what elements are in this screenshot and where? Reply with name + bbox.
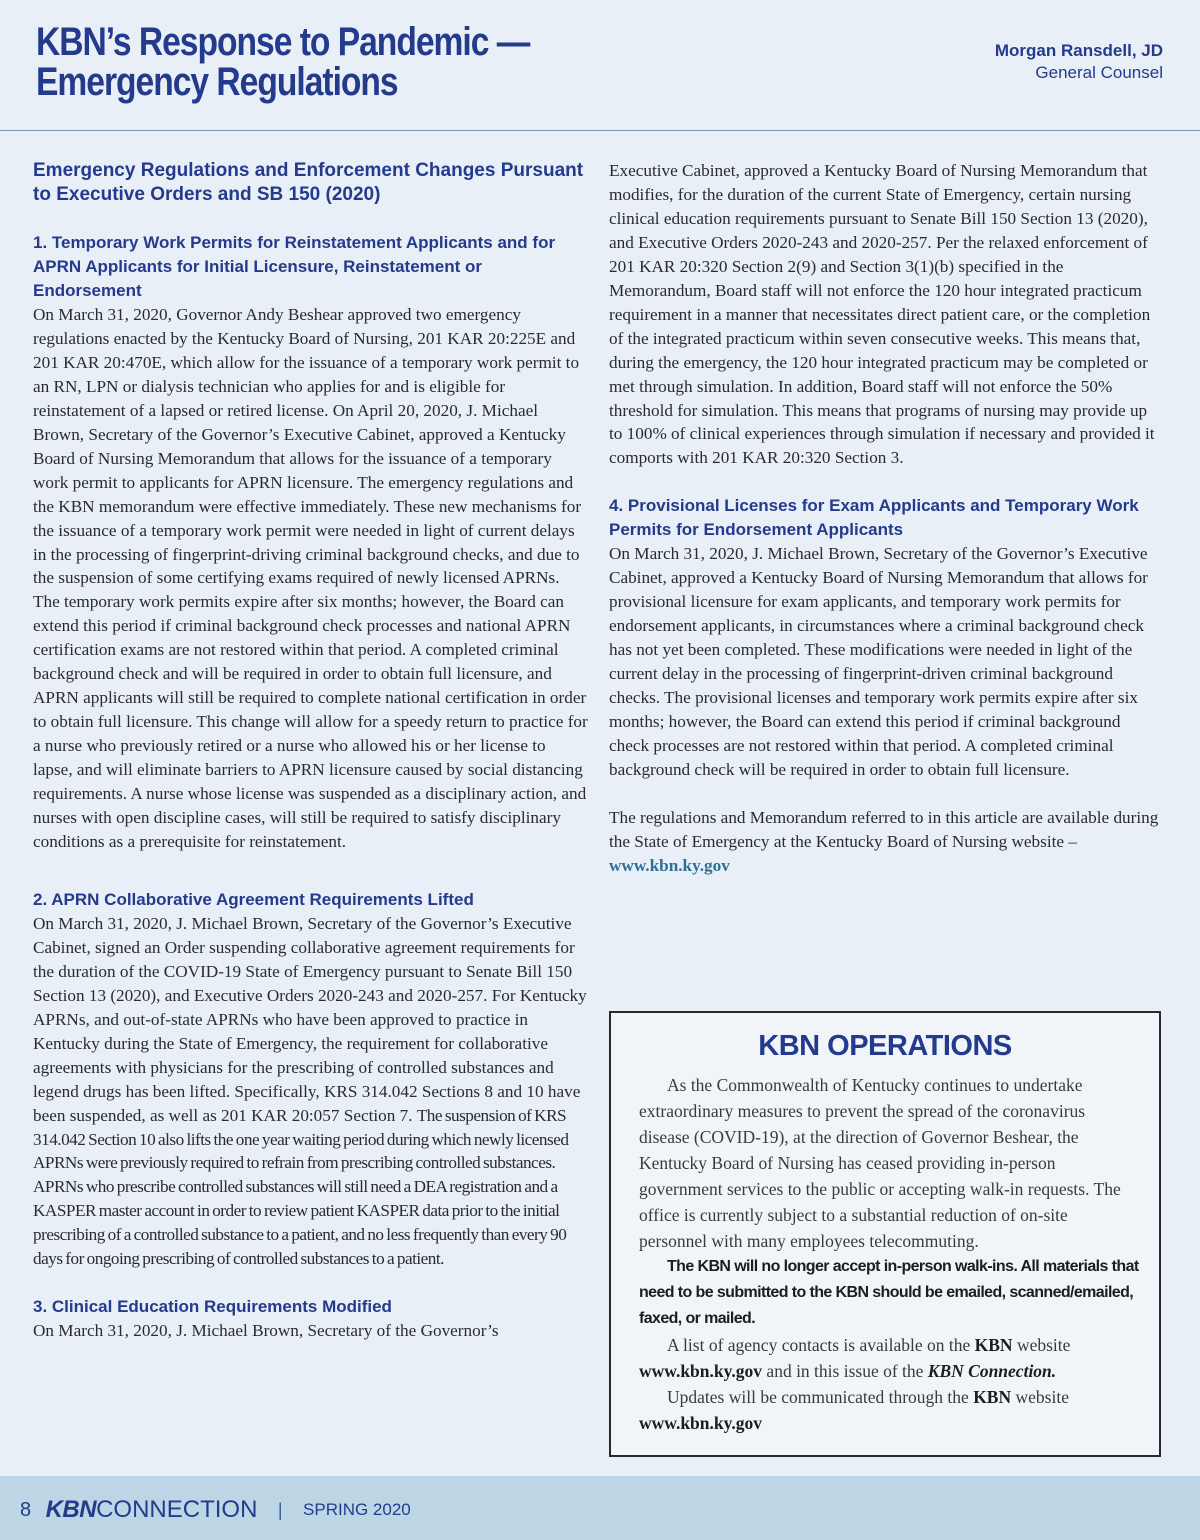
updates-website-link[interactable]: www.kbn.ky.gov — [639, 1413, 763, 1433]
footer-separator: | — [277, 1499, 283, 1520]
footer-content — [20, 1496, 411, 1524]
updates-text-b: website — [1015, 1387, 1069, 1407]
item-3-heading: 3. Clinical Education Requirements Modified — [33, 1297, 392, 1317]
item-2-body-part-a: On March 31, 2020, J. Michael Brown, Secretary of the Governor’s Executive Cabinet, signed an Order suspending collaborative agreement requirements for the duration of the COVID-19 State of Emergency pursuant to Senate Bill 150 Section 13 (2020), and Executive Orders 2020-243 and 2020-257. For Kentucky APRNs, and out-of-state APRNs who have been approved to practice in Kentucky during the State of Emergency, the requirement for collaborative agreements with physicians for the prescribing of controlled substances and legend drugs has been lifted. Specifically, KRS 314.042 Sections 8 and 10 have been suspended, as well as 201 KAR 20:057 Section 7. — [33, 913, 587, 1125]
kbn-website-link[interactable]: www.kbn.ky.gov — [609, 855, 730, 875]
section-title: Emergency Regulations and Enforcement Changes Pursuant to Executive Orders and SB 150 (2020) — [33, 160, 584, 205]
right-column — [609, 159, 1164, 878]
operations-body — [639, 1072, 1139, 1436]
item-2-body — [33, 912, 588, 1271]
item-1-body: On March 31, 2020, Governor Andy Beshear approved two emergency regulations enacted by the Kentucky Board of Nursing, 201 KAR 20:225E and 201 KAR 20:470E, which allow for the issuance of a temporary work permit to an RN, LPN or dialysis technician who applies for and is eligible for reinstatement of a lapsed or retired license. On April 20, 2020, J. Michael Brown, Secretary of the Governor’s Executive Cabinet, approved a Kentucky Board of Nursing Memorandum that allows for the issuance of a temporary work permit to applicants for APRN licensure. The emergency regulations and the KBN memorandum were effective immediately. These new mechanisms for the issuance of a temporary work permit were needed in light of current delays in the processing of fingerprint-driving criminal background checks, and due to the suspension of some certifying exams required of newly licensed APRNs. The temporary work permits expire after six months; however, the Board can extend this period if criminal background check processes and national APRN certification exams are not restored within that period. A completed criminal background check and will be required in order to obtain full licensure, and APRN applicants will still be required to complete national certification in order to obtain full licensure. This change will allow for a speedy return to practice for a nurse who previously retired or a nurse who allowed his or her license to lapse, and will eliminate barriers to APRN licensure caused by social distancing requirements. A nurse whose license was suspended as a disciplinary action, and nurses with open discipline cases, will still be required to satisfy disciplinary conditions as a prerequisite for reinstatement. — [33, 305, 588, 851]
operations-paragraph: As the Commonwealth of Kentucky continues to undertake extraordinary measures to prevent the spread of the coronavirus disease (COVID-19), at the direction of Governor Beshear, the Kentucky Board of Nursing has ceased providing in-person government services to the public or accepting walk-in requests. The office is currently subject to a substantial reduction of on-site personnel with many employees telecommuting. — [639, 1075, 1121, 1251]
item-3-body-start: On March 31, 2020, J. Michael Brown, Secretary of the Governor’s — [33, 1321, 499, 1341]
page-footer — [0, 1476, 1200, 1540]
item-4-body: On March 31, 2020, J. Michael Brown, Secretary of the Governor’s Executive Cabinet, approved a Kentucky Board of Nursing Memorandum that allows for provisional licensure for exam applicants, and temporary work permits for endorsement applicants, in circumstances where a criminal background check has not yet been completed. These modifications were needed in light of the current delay in the processing of fingerprint-driven criminal background checks. The provisional licenses and temporary work permits expire after six months; however, the Board can extend this period if criminal background check processes are not restored within that period. A completed criminal background check will be required in order to obtain full licensure. — [609, 544, 1148, 779]
item-3-body-continued: Executive Cabinet, approved a Kentucky Board of Nursing Memorandum that modifies, for the duration of the current State of Emergency, certain nursing clinical education requirements pursuant to Senate Bill 150 Section 13 (2020), and Executive Orders 2020-243 and 2020-257. Per the relaxed enforcement of 201 KAR 20:320 Section 2(9) and Section 3(1)(b) specified in the Memorandum, Board staff will not enforce the 120 hour integrated practicum requirement in a manner that necessitates direct patient care, or the completion of the integrated practicum within seven consecutive weeks. This means that, during the emergency, the 120 hour integrated practicum may be completed or met through simulation. In addition, Board staff will not enforce the 50% threshold for simulation. This means that programs of nursing may provide up to 100% of clinical experiences through simulation if necessary and provided it comports with 201 KAR 20:320 Section 3. — [609, 161, 1155, 468]
contacts-text-b: website — [1016, 1335, 1071, 1355]
article-title — [36, 22, 529, 102]
operations-title: KBN OPERATIONS — [758, 1030, 1012, 1062]
closing-text: The regulations and Memorandum referred to in this article are available during the State of Emergency at the Kentucky Board of Nursing website – — [609, 807, 1159, 851]
item-4-heading: 4. Provisional Licenses for Exam Applicants and Temporary Work Permits for Endorsement Applicants — [609, 496, 1139, 540]
contacts-text-a: A list of agency contacts is available on the — [667, 1335, 971, 1355]
updates-kbn: KBN — [973, 1387, 1012, 1407]
publication-name: KBN Connection. — [927, 1361, 1057, 1381]
author-role: General Counsel — [1035, 63, 1163, 82]
page-header — [0, 0, 1200, 131]
contacts-website-link[interactable]: www.kbn.ky.gov — [639, 1361, 763, 1381]
article-title-line-1: KBN’s Response to Pandemic — — [36, 20, 530, 64]
closing-paragraph — [609, 806, 1164, 878]
logo-connection: CONNECTION — [96, 1496, 258, 1523]
issue-label: SPRING 2020 — [303, 1500, 411, 1519]
logo-kbn: KBN — [45, 1496, 97, 1523]
page-number: 8 — [20, 1498, 32, 1521]
article-title-line-2: Emergency Regulations — [36, 60, 398, 104]
updates-text-a: Updates will be communicated through the — [667, 1387, 969, 1407]
item-1-heading: 1. Temporary Work Permits for Reinstatement Applicants and for APRN Applicants for Initial Licensure, Reinstatement or Endorsement — [33, 233, 556, 300]
contacts-kbn: KBN — [974, 1335, 1013, 1355]
walk-in-notice: The KBN will no longer accept in-person walk-ins. All materials that need to be submitted to the KBN should be emailed, scanned/emailed, faxed, or mailed. — [639, 1258, 1139, 1327]
item-2-heading: 2. APRN Collaborative Agreement Requirements Lifted — [33, 889, 474, 909]
left-column — [33, 159, 588, 1343]
author-block — [995, 40, 1163, 84]
contacts-text-c: and in this issue of the — [766, 1361, 924, 1381]
author-name: Morgan Ransdell, JD — [994, 41, 1163, 60]
item-2-body-part-b: The suspension of KRS 314.042 Section 10 also lifts the one year waiting period during which newly licensed APRNs were previously required to refrain from prescribing controlled substances. APRNs who prescribe controlled substances will still need a DEA registration and a KASPER master account in order to review patient KASPER data prior to the initial prescribing of a controlled substance to a patient, and no less frequently than every 90 days for ongoing prescribing of controlled substances to a patient. — [33, 1105, 569, 1269]
publication-logo — [45, 1496, 258, 1523]
agency-contacts-paragraph — [639, 1332, 1139, 1384]
updates-paragraph — [639, 1384, 1139, 1436]
kbn-operations-box — [609, 1011, 1161, 1457]
